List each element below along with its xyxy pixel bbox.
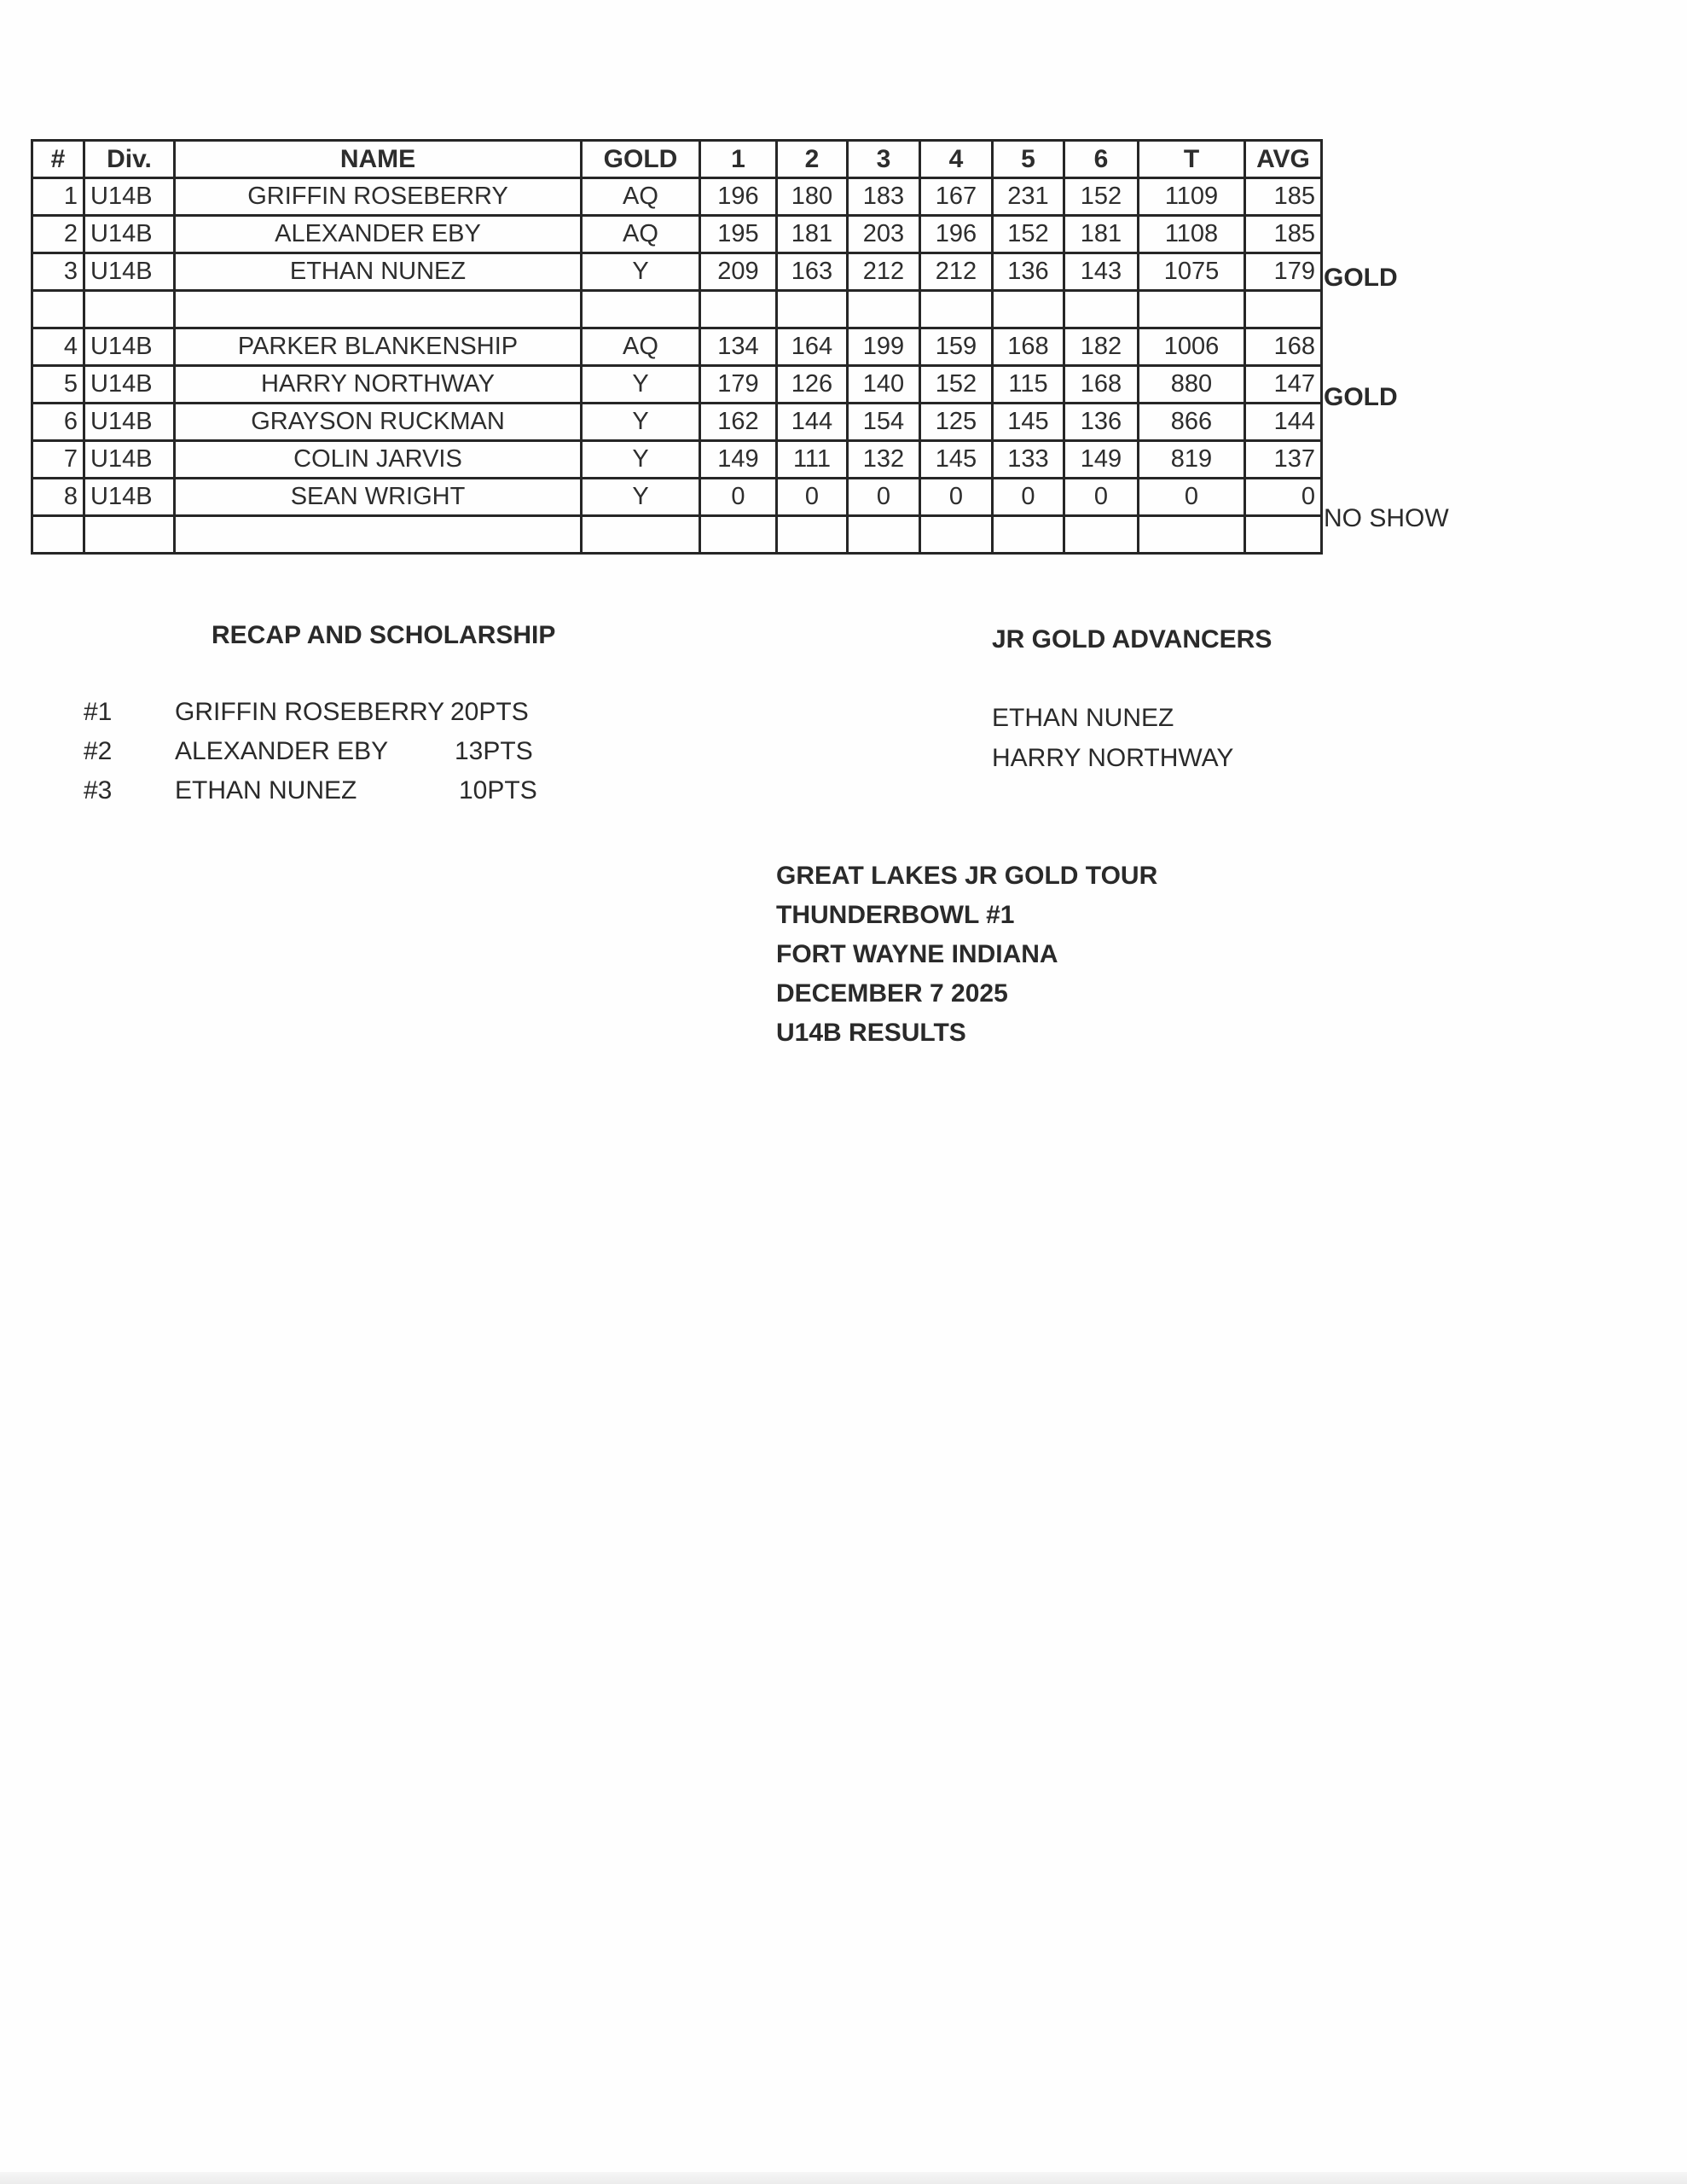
cell-name: SEAN WRIGHT: [175, 479, 582, 516]
cell-game-2: 163: [777, 253, 848, 291]
cell-rank: 3: [32, 253, 84, 291]
cell-game-2: 180: [777, 178, 848, 216]
scan-edge: [0, 2172, 1687, 2184]
cell-game-3: 140: [848, 366, 920, 404]
cell-game-2: 144: [777, 404, 848, 441]
cell-name: GRAYSON RUCKMAN: [175, 404, 582, 441]
table-row-blank: [32, 291, 1322, 328]
header-rank: #: [32, 141, 84, 178]
recap-item: [84, 698, 681, 732]
cell-game-6: 0: [1064, 479, 1139, 516]
cell-game-6: 136: [1064, 404, 1139, 441]
cell-game-5: 133: [993, 441, 1064, 479]
cell-game-5: 168: [993, 328, 1064, 366]
cell-total: 819: [1139, 441, 1245, 479]
advancers-title: JR GOLD ADVANCERS: [992, 625, 1272, 653]
event-name: THUNDERBOWL #1: [776, 901, 1015, 929]
cell-game-2: 111: [777, 441, 848, 479]
cell-game-3: 203: [848, 216, 920, 253]
table-row: [32, 366, 1322, 404]
cell-game-2: 126: [777, 366, 848, 404]
cell-game-6: [1064, 291, 1139, 328]
cell-rank: 4: [32, 328, 84, 366]
cell-rank: 1: [32, 178, 84, 216]
event-tour-name: GREAT LAKES JR GOLD TOUR: [776, 862, 1158, 890]
cell-game-1: 195: [700, 216, 777, 253]
cell-game-6: 181: [1064, 216, 1139, 253]
cell-game-6: 168: [1064, 366, 1139, 404]
header-game-4: 4: [920, 141, 993, 178]
cell-avg: 0: [1245, 479, 1322, 516]
cell-game-3: 199: [848, 328, 920, 366]
cell-avg: 137: [1245, 441, 1322, 479]
cell-name: COLIN JARVIS: [175, 441, 582, 479]
recap-name: ALEXANDER EBY: [175, 737, 389, 765]
cell-avg: [1245, 516, 1322, 554]
cell-gold: Y: [582, 479, 700, 516]
cell-game-5: 136: [993, 253, 1064, 291]
cell-gold: Y: [582, 366, 700, 404]
cell-game-4: 167: [920, 178, 993, 216]
cell-total: 1006: [1139, 328, 1245, 366]
cell-rank: 8: [32, 479, 84, 516]
cell-game-5: [993, 291, 1064, 328]
cell-game-4: 159: [920, 328, 993, 366]
cell-total: 0: [1139, 479, 1245, 516]
cell-div: U14B: [84, 441, 175, 479]
cell-game-2: [777, 291, 848, 328]
table-row: [32, 178, 1322, 216]
cell-gold: Y: [582, 253, 700, 291]
cell-game-2: 0: [777, 479, 848, 516]
advancer-name: ETHAN NUNEZ: [992, 704, 1174, 732]
recap-points: 13PTS: [455, 737, 533, 765]
cell-game-1: 209: [700, 253, 777, 291]
cell-total: 1109: [1139, 178, 1245, 216]
table-row: [32, 441, 1322, 479]
header-div: Div.: [84, 141, 175, 178]
cell-game-2: 181: [777, 216, 848, 253]
cell-game-3: [848, 516, 920, 554]
cell-div: [84, 291, 175, 328]
cell-gold: AQ: [582, 216, 700, 253]
cell-avg: 168: [1245, 328, 1322, 366]
cell-div: U14B: [84, 479, 175, 516]
cell-avg: 179: [1245, 253, 1322, 291]
cell-name: ETHAN NUNEZ: [175, 253, 582, 291]
cell-game-5: 231: [993, 178, 1064, 216]
header-name: NAME: [175, 141, 582, 178]
cell-total: 1075: [1139, 253, 1245, 291]
cell-game-1: 149: [700, 441, 777, 479]
cell-avg: [1245, 291, 1322, 328]
table-row: [32, 253, 1322, 291]
cell-game-1: 196: [700, 178, 777, 216]
cell-game-3: 154: [848, 404, 920, 441]
cell-gold: Y: [582, 404, 700, 441]
cell-gold: Y: [582, 441, 700, 479]
recap-name: ETHAN NUNEZ: [175, 776, 357, 804]
cell-game-2: 164: [777, 328, 848, 366]
table-header-row: [32, 141, 1322, 178]
table-row: [32, 216, 1322, 253]
cell-rank: 6: [32, 404, 84, 441]
header-game-3: 3: [848, 141, 920, 178]
results-table: [31, 139, 1323, 555]
cell-game-3: [848, 291, 920, 328]
cell-game-4: 196: [920, 216, 993, 253]
no-show-note: NO SHOW: [1324, 504, 1449, 532]
event-location: FORT WAYNE INDIANA: [776, 940, 1058, 968]
gold-advancer-note: GOLD: [1324, 383, 1398, 411]
recap-points: 10PTS: [459, 776, 537, 804]
cell-game-1: 179: [700, 366, 777, 404]
table-row: [32, 479, 1322, 516]
cell-game-4: [920, 291, 993, 328]
header-avg: AVG: [1245, 141, 1322, 178]
cell-name: GRIFFIN ROSEBERRY: [175, 178, 582, 216]
cell-name: HARRY NORTHWAY: [175, 366, 582, 404]
cell-div: U14B: [84, 253, 175, 291]
cell-game-6: 149: [1064, 441, 1139, 479]
header-gold: GOLD: [582, 141, 700, 178]
cell-div: U14B: [84, 404, 175, 441]
cell-game-5: 0: [993, 479, 1064, 516]
cell-div: U14B: [84, 216, 175, 253]
cell-div: U14B: [84, 366, 175, 404]
event-division-results: U14B RESULTS: [776, 1019, 966, 1047]
recap-item: [84, 737, 681, 771]
cell-game-4: [920, 516, 993, 554]
cell-game-4: 152: [920, 366, 993, 404]
header-game-6: 6: [1064, 141, 1139, 178]
cell-gold: [582, 291, 700, 328]
cell-game-5: 152: [993, 216, 1064, 253]
cell-name: PARKER BLANKENSHIP: [175, 328, 582, 366]
cell-game-1: 162: [700, 404, 777, 441]
cell-rank: 7: [32, 441, 84, 479]
cell-game-3: 0: [848, 479, 920, 516]
table-row-blank: [32, 516, 1322, 554]
header-total: T: [1139, 141, 1245, 178]
cell-game-1: [700, 291, 777, 328]
cell-game-4: 145: [920, 441, 993, 479]
cell-gold: AQ: [582, 178, 700, 216]
cell-rank: 5: [32, 366, 84, 404]
cell-game-5: [993, 516, 1064, 554]
cell-gold: [582, 516, 700, 554]
recap-item: [84, 776, 681, 810]
cell-game-4: 212: [920, 253, 993, 291]
cell-game-5: 145: [993, 404, 1064, 441]
cell-gold: AQ: [582, 328, 700, 366]
cell-game-6: 182: [1064, 328, 1139, 366]
cell-game-6: 143: [1064, 253, 1139, 291]
cell-total: 1108: [1139, 216, 1245, 253]
cell-game-4: 125: [920, 404, 993, 441]
cell-total: 866: [1139, 404, 1245, 441]
cell-game-6: [1064, 516, 1139, 554]
cell-avg: 185: [1245, 216, 1322, 253]
header-game-5: 5: [993, 141, 1064, 178]
cell-total: 880: [1139, 366, 1245, 404]
cell-div: [84, 516, 175, 554]
recap-name: GRIFFIN ROSEBERRY: [175, 698, 445, 726]
cell-total: [1139, 516, 1245, 554]
cell-name: [175, 516, 582, 554]
cell-name: [175, 291, 582, 328]
cell-game-3: 132: [848, 441, 920, 479]
gold-advancer-note: GOLD: [1324, 264, 1398, 292]
cell-rank: [32, 516, 84, 554]
cell-game-1: 134: [700, 328, 777, 366]
header-game-2: 2: [777, 141, 848, 178]
cell-total: [1139, 291, 1245, 328]
header-game-1: 1: [700, 141, 777, 178]
cell-game-5: 115: [993, 366, 1064, 404]
advancer-name: HARRY NORTHWAY: [992, 744, 1234, 772]
recap-title: RECAP AND SCHOLARSHIP: [212, 621, 556, 649]
recap-rank: #3: [84, 776, 113, 804]
cell-name: ALEXANDER EBY: [175, 216, 582, 253]
cell-div: U14B: [84, 178, 175, 216]
cell-game-2: [777, 516, 848, 554]
cell-game-3: 212: [848, 253, 920, 291]
event-date: DECEMBER 7 2025: [776, 979, 1008, 1008]
cell-game-6: 152: [1064, 178, 1139, 216]
cell-rank: 2: [32, 216, 84, 253]
cell-game-4: 0: [920, 479, 993, 516]
cell-avg: 144: [1245, 404, 1322, 441]
recap-rank: #1: [84, 698, 113, 726]
cell-rank: [32, 291, 84, 328]
recap-rank: #2: [84, 737, 113, 765]
cell-game-3: 183: [848, 178, 920, 216]
table-row: [32, 328, 1322, 366]
cell-avg: 185: [1245, 178, 1322, 216]
recap-points: 20PTS: [450, 698, 529, 726]
cell-avg: 147: [1245, 366, 1322, 404]
table-row: [32, 404, 1322, 441]
cell-game-1: [700, 516, 777, 554]
cell-div: U14B: [84, 328, 175, 366]
cell-game-1: 0: [700, 479, 777, 516]
